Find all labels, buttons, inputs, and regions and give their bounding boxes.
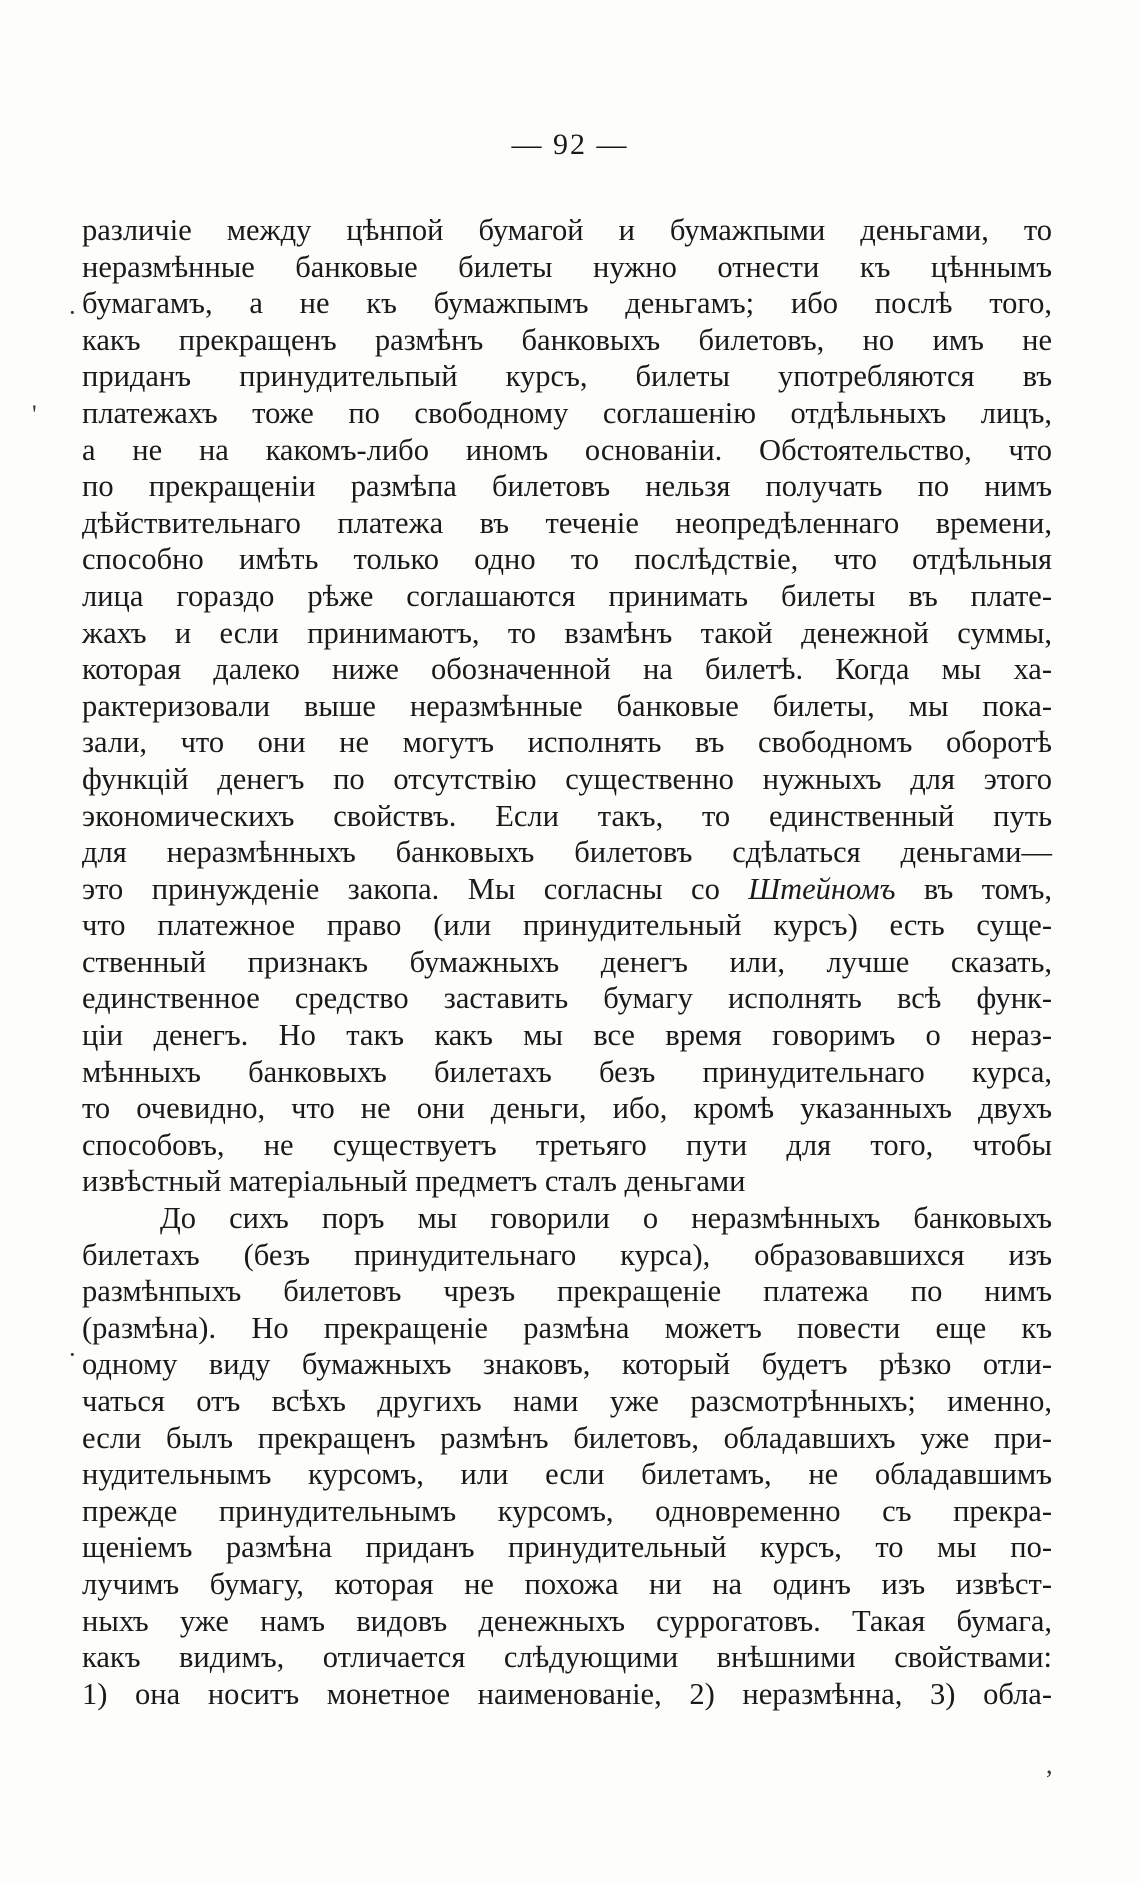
text-line: рактеризовали выше неразмѣнные банковые билеты, мы пока- <box>82 688 1052 723</box>
text-line: функцій денегъ по отсутствію существенно нужныхъ для этого <box>82 761 1052 796</box>
text-line: жахъ и если принимаютъ, то взамѣнъ такой денежной суммы, <box>82 615 1052 650</box>
scan-speck: , <box>1046 1750 1053 1779</box>
text-line: одному виду бумажныхъ знаковъ, который будетъ рѣзко отли- <box>82 1347 1052 1382</box>
text-line: единственное средство заставить бумагу исполнять всѣ функ- <box>82 981 1052 1016</box>
text-line: щеніемъ размѣна приданъ принудительный курсъ, то мы по- <box>82 1530 1052 1565</box>
text-line: лица гораздо рѣже соглашаются принимать билеты въ плате- <box>82 578 1052 613</box>
scan-speck: ' <box>32 400 37 429</box>
text-line: платежахъ тоже по свободному соглашенію отдѣльныхъ лицъ, <box>82 395 1052 430</box>
text-line: неразмѣнные банковые билеты нужно отнести къ цѣннымъ <box>82 249 1052 284</box>
page-number: — 92 — <box>511 128 629 161</box>
text-fragment: это принужденіе закопа. Мы согласны со <box>82 871 749 906</box>
text-line: что платежное право (или принудительный курсъ) есть суще- <box>82 908 1052 943</box>
text-line: зали, что они не могутъ исполнять въ свободномъ оборотѣ <box>82 725 1052 760</box>
text-fragment: въ томъ, <box>895 871 1052 906</box>
text-line: лучимъ бумагу, которая не похожа ни на одинъ изъ извѣст- <box>82 1566 1052 1601</box>
text-line-with-italic <box>82 871 1052 908</box>
text-line: (размѣна). Но прекращеніе размѣна можетъ повести еще къ <box>82 1310 1052 1345</box>
text-line: по прекращеніи размѣпа билетовъ нельзя получать по нимъ <box>82 469 1052 504</box>
text-line: ственный признакъ бумажныхъ денегъ или, лучше сказать, <box>82 944 1052 979</box>
text-line: билетахъ (безъ принудительнаго курса), образовавшихся изъ <box>82 1237 1052 1272</box>
text-line: какъ прекращенъ размѣнъ банковыхъ билетовъ, но имъ не <box>82 322 1052 357</box>
body-text <box>82 212 1052 1712</box>
scan-speck: · <box>68 1340 77 1369</box>
text-line: прежде принудительнымъ курсомъ, одновременно съ прекра- <box>82 1493 1052 1528</box>
text-line: различіе между цѣнпой бумагой и бумажпыми деньгами, то <box>82 213 1052 247</box>
text-line: До сихъ поръ мы говорили о неразмѣнныхъ банковыхъ <box>160 1201 1052 1236</box>
text-line: извѣстный матеріальный предметъ сталъ деньгами <box>82 1164 746 1199</box>
text-line: мѣнныхъ банковыхъ билетахъ безъ принудительнаго курса, <box>82 1054 1052 1089</box>
text-line: чаться отъ всѣхъ другихъ нами уже разсмотрѣнныхъ; именно, <box>82 1384 1052 1418</box>
text-line: то очевидно, что не они деньги, ибо, кромѣ указанныхъ двухъ <box>82 1091 1052 1126</box>
italic-name: Штейномъ <box>748 871 896 906</box>
text-line: которая далеко ниже обозначенной на билетѣ. Когда мы ха- <box>82 652 1052 687</box>
text-line: способовъ, не существуетъ третьяго пути для того, чтобы <box>82 1127 1052 1162</box>
text-line: если былъ прекращенъ размѣнъ билетовъ, обладавшихъ уже при- <box>82 1420 1052 1455</box>
text-line: размѣнпыхъ билетовъ чрезъ прекращеніе платежа по нимъ <box>82 1274 1052 1309</box>
paragraph-2 <box>82 1200 1052 1712</box>
text-line: ныхъ уже намъ видовъ денежныхъ суррогатовъ. Такая бумага, <box>82 1603 1052 1638</box>
text-line: бумагамъ, а не къ бумажпымъ деньгамъ; ибо послѣ того, <box>82 286 1052 321</box>
text-line: экономическихъ свойствъ. Если такъ, то единственный путь <box>82 798 1052 833</box>
text-line: для неразмѣнныхъ банковыхъ билетовъ сдѣлаться деньгами— <box>82 835 1052 870</box>
text-line: какъ видимъ, отличается слѣдующими внѣшними свойствами: <box>82 1640 1052 1675</box>
text-line: дѣйствительнаго платежа въ теченіе неопредѣленнаго времени, <box>82 505 1052 540</box>
text-line: нудительнымъ курсомъ, или если билетамъ, не обладавшимъ <box>82 1457 1052 1492</box>
scan-speck: · <box>68 298 77 327</box>
text-line: а не на какомъ-либо иномъ основаніи. Обстоятельство, что <box>82 432 1052 467</box>
paragraph-1 <box>82 212 1052 1200</box>
text-line: способно имѣть только одно то послѣдствіе, что отдѣльныя <box>82 542 1052 577</box>
text-line: 1) она носитъ монетное наименованіе, 2) неразмѣнна, 3) обла- <box>82 1676 1052 1711</box>
text-line: приданъ принудительпый курсъ, билеты употребляются въ <box>82 359 1052 394</box>
text-line: ціи денегъ. Но такъ какъ мы все время говоримъ о нераз- <box>82 1018 1052 1053</box>
